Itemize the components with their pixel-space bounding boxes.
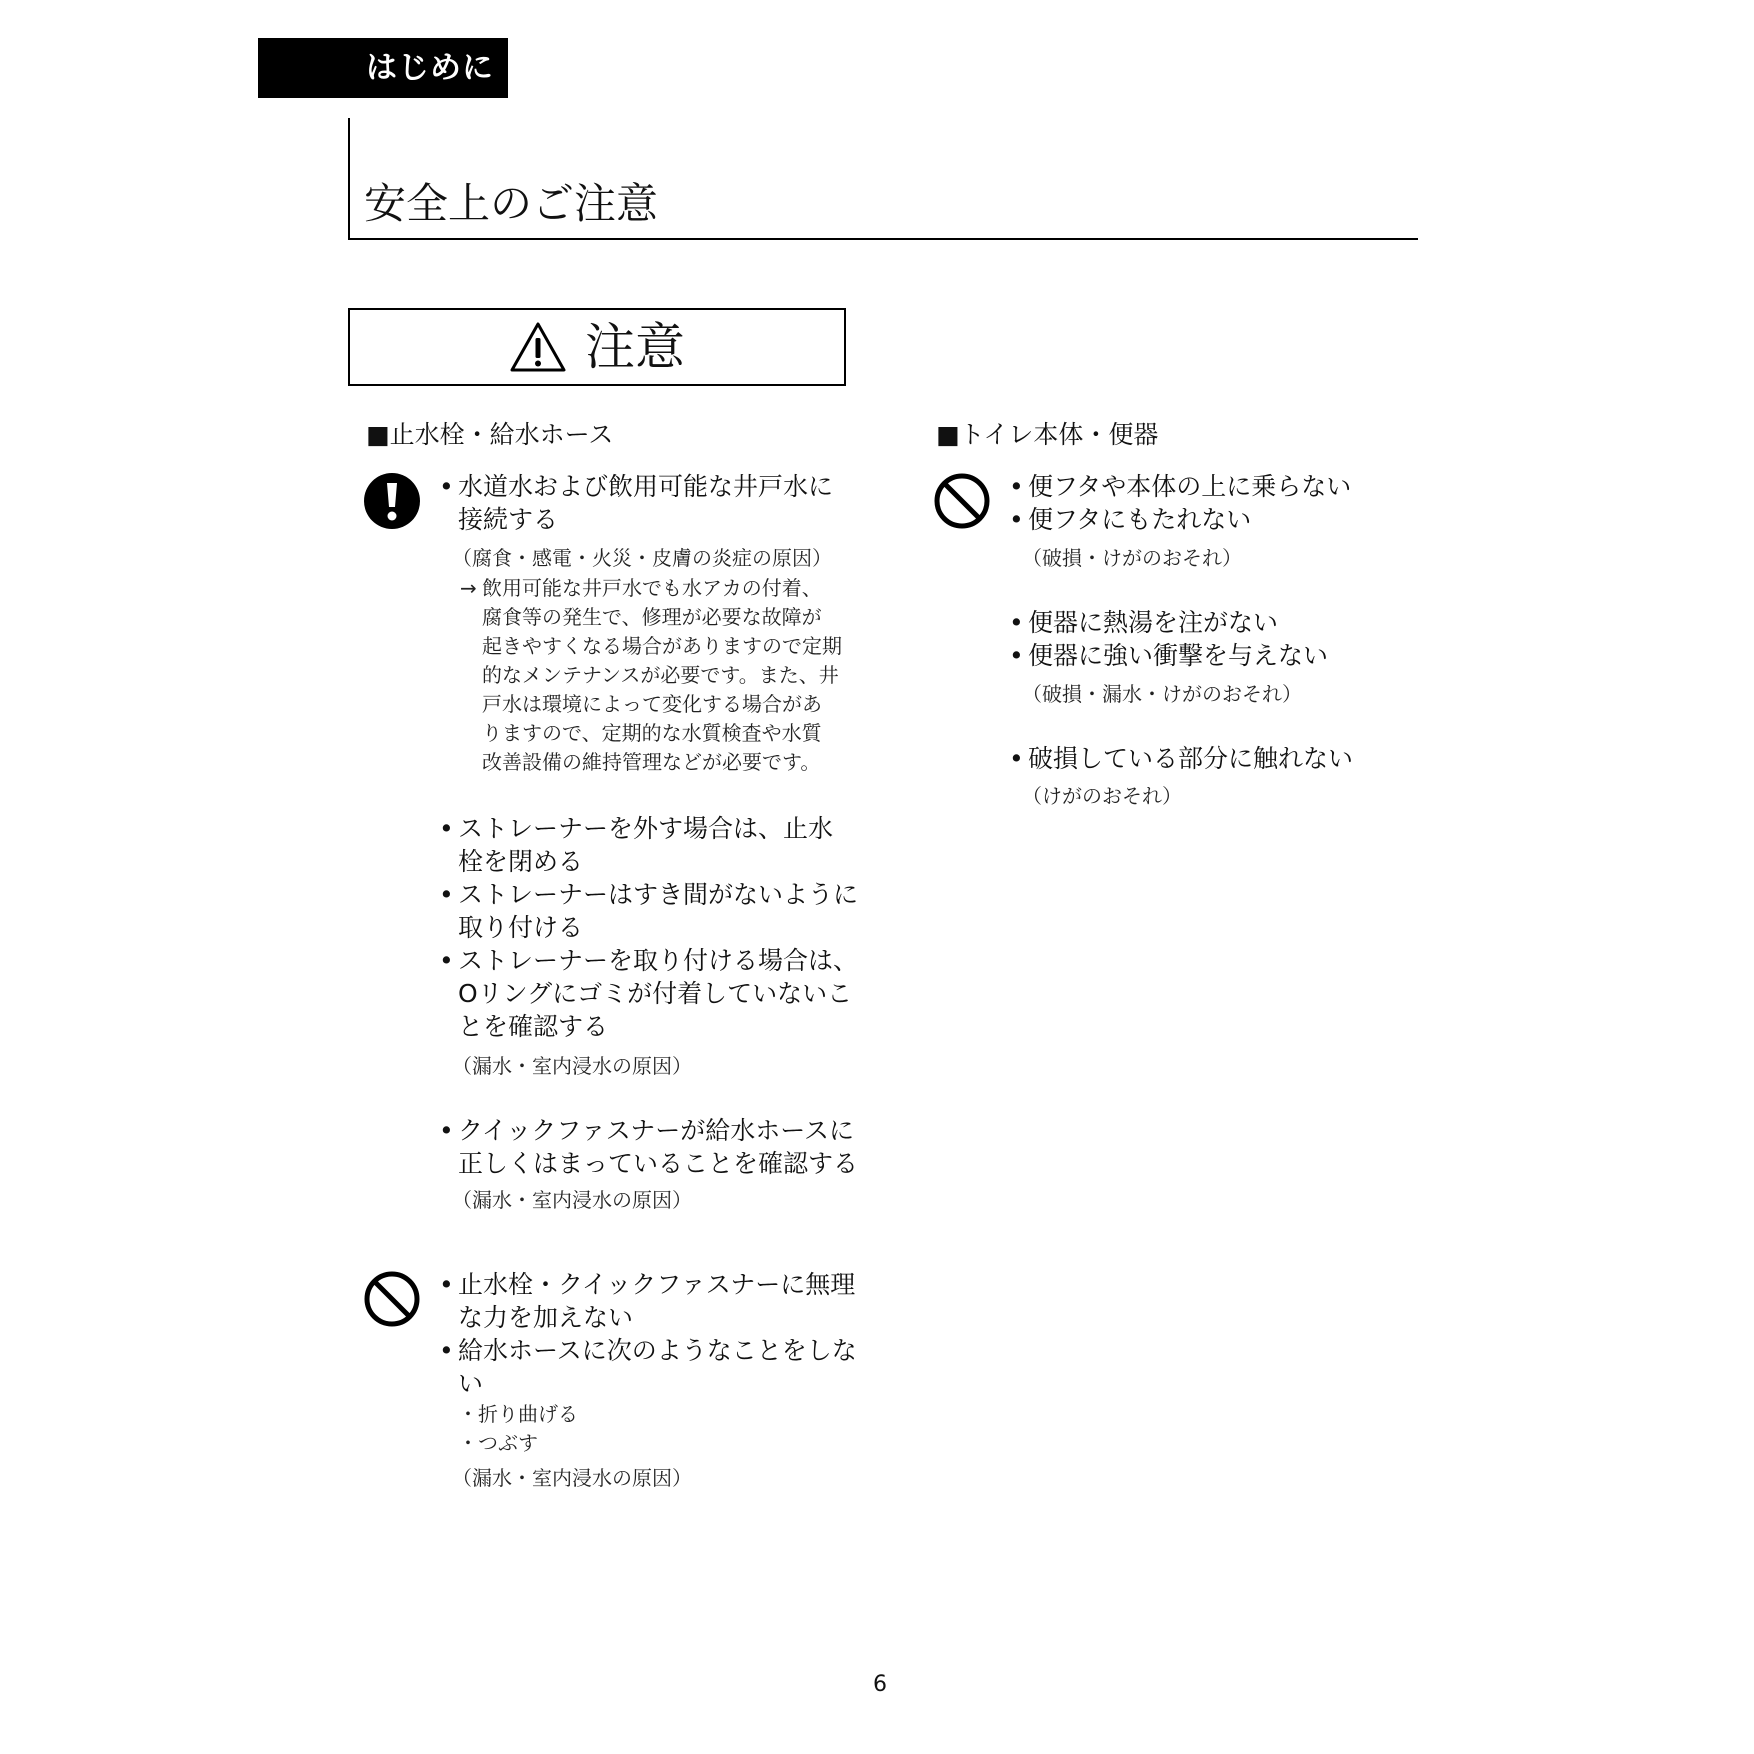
reason-note: （けがのおそれ） [1022, 784, 1182, 808]
prohibited-icon [363, 1270, 421, 1328]
reason-note: （破損・漏水・けがのおそれ） [1022, 682, 1302, 706]
bullet-item: • クイックファスナーが給水ホースに 正しくはまっていることを確認する [439, 1116, 859, 1178]
mandatory-exclamation-icon [363, 472, 421, 530]
bullet-item: • 破損している部分に触れない [1009, 744, 1354, 773]
bullet-item: • 水道水および飲用可能な井戸水に 接続する [439, 472, 834, 534]
prohibited-icon [933, 472, 991, 530]
left-section-heading: ■止水栓・給水ホース [366, 420, 614, 449]
reason-note: （漏水・室内浸水の原因） [452, 1054, 692, 1078]
bullet-item: • 便器に熱湯を注がない • 便器に強い衝撃を与えない [1009, 608, 1329, 670]
warning-triangle-icon [509, 321, 567, 373]
bullet-item: • 便フタや本体の上に乗らない • 便フタにもたれない [1009, 472, 1352, 534]
title-vertical-rule [348, 118, 350, 240]
reason-note: （腐食・感電・火災・皮膚の炎症の原因） [452, 546, 832, 570]
caution-box [348, 308, 846, 386]
reason-note: （漏水・室内浸水の原因） [452, 1188, 692, 1212]
title-underline [348, 238, 1418, 240]
bullet-item: • ストレーナーを外す場合は、止水 栓を閉める • ストレーナーはすき間がないように 取り付ける • ストレーナーを取り付ける場合は、 Oリングにゴミが付着していないこ とを確認する [439, 814, 859, 1041]
page-title: 安全上のご注意 [364, 179, 659, 228]
right-section-heading: ■トイレ本体・便器 [936, 420, 1159, 449]
caution-label: 注意 [585, 318, 685, 376]
reason-note: （破損・けがのおそれ） [1022, 546, 1242, 570]
reason-note: （漏水・室内浸水の原因） [452, 1466, 692, 1490]
well-water-note: → 飲用可能な井戸水でも水アカの付着、 腐食等の発生で、修理が必要な故障が 起きやすくなる場合がありますので定期 的なメンテナンスが必要です。また、井 戸水は環境によって変化する場合があ りますので、定期的な水質検査や水質 改善設備の維持管理などが必要です。 [460, 576, 842, 774]
page-number: 6 [873, 1672, 887, 1697]
section-tab: はじめに [258, 38, 508, 98]
bullet-item: • 止水栓・クイックファスナーに無理 な力を加えない • 給水ホースに次のようなことをしな い [439, 1270, 857, 1398]
sub-items: ・折り曲げる ・つぶす [458, 1402, 578, 1455]
